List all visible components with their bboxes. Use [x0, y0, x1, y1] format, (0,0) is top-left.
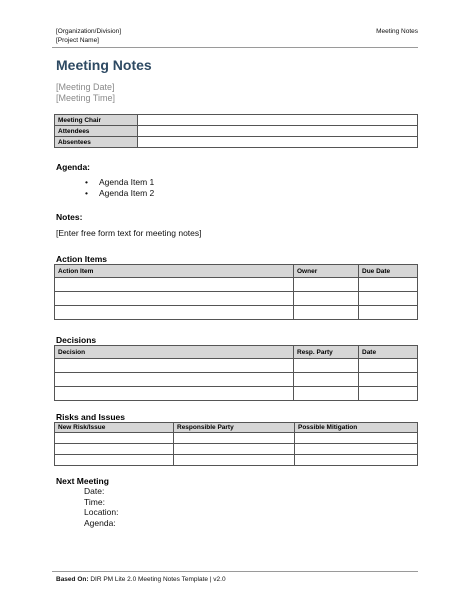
notes-heading: Notes: [56, 212, 83, 222]
table-cell[interactable] [359, 278, 418, 292]
table-cell[interactable] [55, 292, 294, 306]
table-cell[interactable] [359, 359, 418, 373]
table-cell[interactable] [55, 444, 174, 455]
table-row [55, 455, 418, 466]
column-header: Possible Mitigation [295, 423, 418, 433]
footer-text: DIR PM Lite 2.0 Meeting Notes Template | v2.0 [90, 576, 226, 583]
page-title: Meeting Notes [56, 57, 152, 73]
meeting-date: [Meeting Date] [56, 82, 115, 92]
column-header: Resp. Party [294, 346, 359, 359]
table-cell[interactable] [55, 455, 174, 466]
footer [56, 576, 226, 583]
decisions-heading: Decisions [56, 335, 97, 345]
next-meeting-location: Location: [84, 507, 119, 517]
action-items-heading: Action Items [56, 254, 108, 264]
table-row [55, 387, 418, 401]
decisions-table [54, 345, 418, 401]
meeting-time: [Meeting Time] [56, 93, 116, 103]
column-header: Due Date [359, 265, 418, 278]
table-row [55, 137, 418, 148]
role-label: Absentees [55, 137, 138, 148]
column-header: Action Item [55, 265, 294, 278]
agenda-item: • Agenda Item 2 [85, 188, 154, 199]
table-cell[interactable] [174, 433, 295, 444]
agenda-heading: Agenda: [56, 162, 90, 172]
table-cell[interactable] [55, 278, 294, 292]
column-header: Responsible Party [174, 423, 295, 433]
table-cell[interactable] [55, 373, 294, 387]
role-label: Attendees [55, 126, 138, 137]
table-cell[interactable] [55, 433, 174, 444]
table-cell[interactable] [294, 359, 359, 373]
column-header: Date [359, 346, 418, 359]
table-row [55, 126, 418, 137]
table-cell[interactable] [294, 373, 359, 387]
table-cell[interactable] [294, 278, 359, 292]
table-row [55, 292, 418, 306]
next-meeting-time: Time: [84, 496, 105, 507]
role-value-cell[interactable] [138, 126, 418, 137]
role-value-cell[interactable] [138, 137, 418, 148]
table-cell[interactable] [174, 444, 295, 455]
table-cell[interactable] [295, 444, 418, 455]
agenda-item: • Agenda Item 1 [85, 177, 154, 188]
table-row [55, 444, 418, 455]
column-header: New Risk/Issue [55, 423, 174, 433]
table-cell[interactable] [294, 387, 359, 401]
table-cell[interactable] [295, 455, 418, 466]
footer-rule [52, 571, 418, 572]
table-row [55, 278, 418, 292]
roles-table [54, 114, 418, 148]
header-org: [Organization/Division] [56, 28, 122, 35]
table-cell[interactable] [295, 433, 418, 444]
notes-text[interactable]: [Enter free form text for meeting notes] [56, 228, 202, 238]
table-cell[interactable] [174, 455, 295, 466]
next-meeting-date: Date: [84, 486, 105, 496]
table-header-row [55, 265, 418, 278]
next-meeting-fields [84, 486, 119, 528]
next-meeting-agenda: Agenda: [84, 517, 116, 528]
column-header: Owner [294, 265, 359, 278]
table-cell[interactable] [359, 373, 418, 387]
column-header: Decision [55, 346, 294, 359]
table-header-row [55, 423, 418, 433]
agenda-list [85, 177, 154, 199]
footer-label: Based On: [56, 576, 89, 583]
table-cell[interactable] [294, 292, 359, 306]
table-cell[interactable] [294, 306, 359, 320]
table-cell[interactable] [359, 306, 418, 320]
table-cell[interactable] [359, 387, 418, 401]
risks-heading: Risks and Issues [56, 412, 125, 422]
table-row [55, 433, 418, 444]
risks-table [54, 422, 418, 466]
header-project: [Project Name] [56, 37, 99, 44]
table-cell[interactable] [55, 359, 294, 373]
header-doc-type: Meeting Notes [376, 28, 418, 35]
role-value-cell[interactable] [138, 115, 418, 126]
table-cell[interactable] [55, 306, 294, 320]
header-rule [52, 47, 418, 48]
table-row [55, 306, 418, 320]
table-header-row [55, 346, 418, 359]
role-label: Meeting Chair [55, 115, 138, 126]
table-row [55, 373, 418, 387]
table-cell[interactable] [359, 292, 418, 306]
action-items-table [54, 264, 418, 320]
table-cell[interactable] [55, 387, 294, 401]
next-meeting-heading: Next Meeting [56, 476, 109, 486]
table-row [55, 359, 418, 373]
table-row [55, 115, 418, 126]
